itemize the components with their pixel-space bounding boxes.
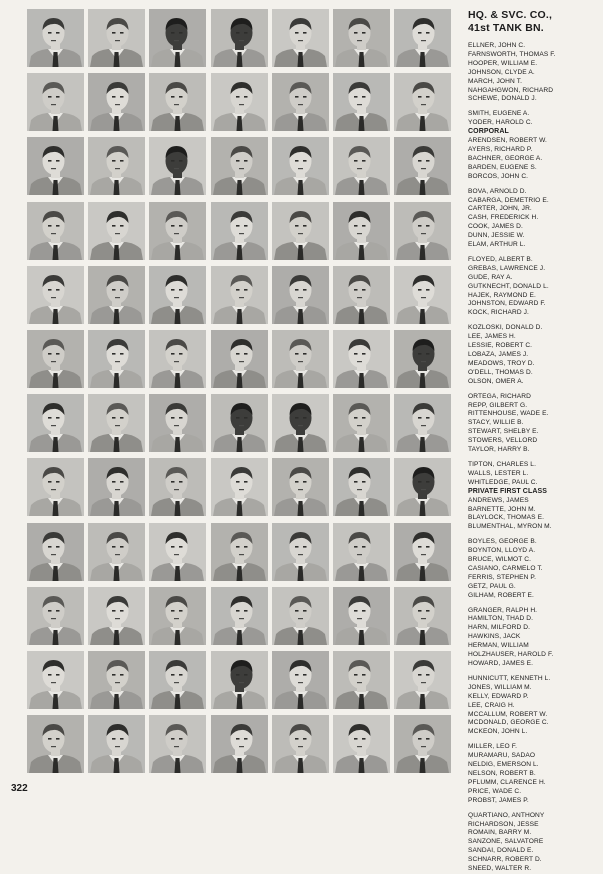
roster-name: MARCH, JOHN T. bbox=[468, 77, 523, 85]
roster-name: LEE, CRAIG H. bbox=[468, 701, 515, 709]
portrait-photo bbox=[333, 651, 390, 709]
portrait-photo bbox=[211, 73, 268, 131]
roster-name: AYERS, RICHARD P. bbox=[468, 145, 533, 153]
portrait-photo bbox=[211, 137, 268, 195]
roster-name: RICHARDSON, JESSE bbox=[468, 820, 539, 828]
portrait-photo bbox=[394, 73, 451, 131]
roster-name: BRUCE, WILMOT C. bbox=[468, 556, 532, 564]
roster-group bbox=[468, 42, 600, 104]
roster-name: BACHNER, GEORGE A. bbox=[468, 154, 543, 162]
roster-name: BARNETTE, JOHN M. bbox=[468, 505, 536, 513]
portrait-photo bbox=[394, 330, 451, 388]
roster-name: HERMAN, WILLIAM bbox=[468, 642, 529, 650]
portrait-photo bbox=[88, 266, 145, 324]
portrait-photo bbox=[333, 73, 390, 131]
roster-name: STEWART, SHELBY E. bbox=[468, 428, 539, 436]
roster-name: GREBAS, LAWRENCE J. bbox=[468, 264, 546, 272]
roster-name: GILHAM, ROBERT E. bbox=[468, 591, 534, 599]
portrait-photo bbox=[88, 73, 145, 131]
portrait-photo bbox=[27, 587, 84, 645]
roster-name: CASH, FREDERICK H. bbox=[468, 214, 539, 222]
roster-name: MCCALLUM, ROBERT W. bbox=[468, 710, 548, 718]
portrait-photo bbox=[27, 394, 84, 452]
roster-name: SMITH, EUGENE A. bbox=[468, 110, 530, 118]
roster-name: LESSIE, ROBERT C. bbox=[468, 342, 533, 350]
roster-name: KOCK, RICHARD J. bbox=[468, 309, 529, 317]
roster-name: RITTENHOUSE, WADE E. bbox=[468, 410, 549, 418]
roster-name: MURAMARU, SADAO bbox=[468, 752, 536, 760]
roster-name: SCHNARR, ROBERT D. bbox=[468, 856, 542, 864]
roster-group bbox=[468, 393, 600, 455]
portrait-photo bbox=[88, 523, 145, 581]
page-number: 322 bbox=[11, 783, 28, 794]
portrait-photo bbox=[88, 587, 145, 645]
portrait-photo bbox=[88, 715, 145, 773]
portrait-photo bbox=[272, 523, 329, 581]
roster-group bbox=[468, 538, 600, 600]
portrait-photo bbox=[394, 715, 451, 773]
roster-name: FLOYED, ALBERT B. bbox=[468, 255, 533, 263]
portrait-photo bbox=[27, 73, 84, 131]
portrait-photo bbox=[149, 458, 206, 516]
roster-name: HARN, MILFORD D. bbox=[468, 624, 531, 632]
roster-name: FARNSWORTH, THOMAS F. bbox=[468, 50, 556, 58]
roster-name: CABARGA, DEMETRIO E. bbox=[468, 196, 549, 204]
roster-group bbox=[468, 256, 600, 318]
roster-name: LOBAZA, JAMES J. bbox=[468, 351, 529, 358]
roster-name: SCHEWE, DONALD J. bbox=[468, 95, 537, 103]
portrait-photo bbox=[149, 137, 206, 195]
rank-heading: PRIVATE FIRST CLASS bbox=[468, 487, 548, 495]
roster-name: BOYLES, GEORGE B. bbox=[468, 538, 537, 546]
portrait-photo bbox=[211, 202, 268, 260]
roster-name: BOYNTON, LLOYD A. bbox=[468, 547, 536, 555]
portrait-photo bbox=[333, 587, 390, 645]
name-roster bbox=[468, 9, 600, 873]
roster-name: TAYLOR, HARRY B. bbox=[468, 446, 530, 454]
portrait-photo bbox=[149, 330, 206, 388]
portrait-photo bbox=[272, 715, 329, 773]
portrait-photo bbox=[394, 651, 451, 709]
roster-name: NELSON, ROBERT B. bbox=[468, 769, 536, 777]
roster-name: SANDAI, DONALD E. bbox=[468, 847, 534, 855]
portrait-photo bbox=[88, 651, 145, 709]
roster-name: HUNNICUTT, KENNETH L. bbox=[468, 674, 551, 682]
portrait-photo bbox=[88, 330, 145, 388]
roster-name: MCKEON, JOHN L. bbox=[468, 728, 528, 736]
portrait-photo bbox=[394, 202, 451, 260]
portrait-photo bbox=[27, 137, 84, 195]
roster-heading-battalion: 41st TANK BN. bbox=[468, 22, 544, 34]
portrait-photo bbox=[333, 330, 390, 388]
roster-name: DUNN, JESSIE W. bbox=[468, 232, 525, 240]
portrait-photo bbox=[149, 523, 206, 581]
roster-group bbox=[468, 188, 600, 250]
roster-name: ANDREWS, JAMES bbox=[468, 496, 529, 504]
portrait-photo bbox=[333, 715, 390, 773]
roster-name: TIPTON, CHARLES L. bbox=[468, 460, 536, 468]
roster-name: HOOPER, WILLIAM E. bbox=[468, 59, 538, 67]
portrait-photo bbox=[211, 715, 268, 773]
roster-group bbox=[468, 324, 600, 386]
portrait-photo bbox=[149, 202, 206, 260]
portrait-photo bbox=[27, 715, 84, 773]
roster-name: MCDONALD, GEORGE C. bbox=[468, 719, 549, 727]
portrait-photo bbox=[27, 458, 84, 516]
portrait-photo bbox=[394, 523, 451, 581]
roster-name: GUDE, RAY A. bbox=[468, 273, 513, 281]
portrait-photo bbox=[333, 266, 390, 324]
roster-group bbox=[468, 812, 600, 874]
portrait-photo bbox=[149, 394, 206, 452]
roster-group bbox=[468, 675, 600, 737]
roster-name: QUARTIANO, ANTHONY bbox=[468, 811, 545, 819]
roster-heading-unit: HQ. & SVC. CO., bbox=[468, 9, 553, 21]
roster-name: HOLZHAUSER, HAROLD F. bbox=[468, 651, 554, 659]
portrait-photo bbox=[149, 715, 206, 773]
roster-name: BARDEN, EUGENE S. bbox=[468, 163, 537, 171]
roster-name: WHITLEDGE, PAUL C. bbox=[468, 478, 538, 486]
roster-name: REPP, GILBERT G. bbox=[468, 401, 528, 409]
roster-name: HAMILTON, THAD D. bbox=[468, 615, 534, 623]
portrait-photo bbox=[211, 330, 268, 388]
portrait-photo bbox=[333, 458, 390, 516]
roster-name: ORTEGA, RICHARD bbox=[468, 392, 531, 400]
roster-name: LEE, JAMES H. bbox=[468, 333, 516, 341]
roster-name: HAWKINS, JACK bbox=[468, 633, 521, 641]
roster-name: JOHNSON, CLYDE A. bbox=[468, 68, 535, 76]
portrait-photo bbox=[272, 266, 329, 324]
rank-heading: CORPORAL bbox=[468, 128, 509, 136]
roster-name: COOK, JAMES D. bbox=[468, 223, 523, 231]
roster-name: OLSON, OMER A. bbox=[468, 377, 524, 385]
roster-name: HAJEK, RAYMOND E. bbox=[468, 291, 536, 299]
roster-name: YODER, HAROLD C. bbox=[468, 119, 533, 127]
portrait-photo bbox=[211, 9, 268, 67]
roster-name: ARENDSEN, ROBERT W. bbox=[468, 137, 547, 145]
portrait-photo bbox=[27, 523, 84, 581]
roster-name: BLUMENTHAL, MYRON M. bbox=[468, 523, 552, 531]
roster-group bbox=[468, 607, 600, 669]
roster-name: ELAM, ARTHUR L. bbox=[468, 241, 526, 249]
portrait-photo bbox=[88, 202, 145, 260]
portrait-photo bbox=[272, 651, 329, 709]
portrait-photo bbox=[27, 266, 84, 324]
roster-name: O'DELL, THOMAS D. bbox=[468, 368, 533, 376]
roster-name: CARTER, JOHN, JR. bbox=[468, 205, 532, 213]
portrait-photo bbox=[27, 9, 84, 67]
portrait-photo bbox=[88, 137, 145, 195]
portrait-photo bbox=[211, 587, 268, 645]
roster-name: PRICE, WADE C. bbox=[468, 787, 522, 795]
portrait-photo bbox=[27, 651, 84, 709]
roster-name: WALLS, LESTER L. bbox=[468, 469, 529, 477]
roster-group bbox=[468, 743, 600, 805]
roster-name: STACY, WILLIE B. bbox=[468, 419, 524, 427]
portrait-photo bbox=[272, 73, 329, 131]
roster-group bbox=[468, 461, 600, 532]
portrait-photo bbox=[394, 266, 451, 324]
portrait-photo bbox=[394, 458, 451, 516]
portrait-photo bbox=[272, 9, 329, 67]
portrait-photo bbox=[211, 266, 268, 324]
roster-name: NAHGAHGWON, RICHARD bbox=[468, 86, 554, 94]
roster-group bbox=[468, 110, 600, 181]
roster-name: HOWARD, JAMES E. bbox=[468, 660, 534, 667]
roster-name: JOHNSTON, EDWARD F. bbox=[468, 300, 546, 308]
portrait-photo bbox=[27, 330, 84, 388]
roster-name: NELDIG, EMERSON L. bbox=[468, 761, 539, 769]
portrait-photo bbox=[149, 9, 206, 67]
portrait-photo bbox=[211, 651, 268, 709]
portrait-photo bbox=[149, 587, 206, 645]
roster-name: CASIANO, CARMELO T. bbox=[468, 564, 543, 572]
portrait-photo bbox=[333, 523, 390, 581]
roster-name: GUTKNECHT, DONALD L. bbox=[468, 282, 549, 290]
portrait-photo-grid bbox=[27, 9, 451, 784]
roster-name: ROMAIN, BARRY M. bbox=[468, 829, 532, 837]
portrait-photo bbox=[333, 9, 390, 67]
roster-name: STOWERS, VELLORD bbox=[468, 437, 538, 445]
roster-name: KOZLOSKI, DONALD D. bbox=[468, 324, 543, 332]
portrait-photo bbox=[88, 394, 145, 452]
roster-name: SNEED, WALTER R. bbox=[468, 865, 532, 873]
portrait-photo bbox=[394, 137, 451, 195]
roster-name: JONES, WILLIAM M. bbox=[468, 683, 532, 691]
roster-name: PFLUMM, CLARENCE H. bbox=[468, 778, 546, 786]
portrait-photo bbox=[88, 458, 145, 516]
roster-name: GETZ, PAUL G. bbox=[468, 582, 516, 590]
portrait-photo bbox=[149, 651, 206, 709]
roster-name: ELLNER, JOHN C. bbox=[468, 42, 526, 49]
roster-name: PROBST, JAMES P. bbox=[468, 796, 529, 804]
portrait-photo bbox=[394, 587, 451, 645]
portrait-photo bbox=[394, 394, 451, 452]
roster-name: KELLY, EDWARD P. bbox=[468, 692, 529, 700]
roster-name: MEADOWS, TROY D. bbox=[468, 359, 535, 367]
roster-name: MILLER, LEO F. bbox=[468, 743, 518, 751]
portrait-photo bbox=[333, 137, 390, 195]
roster-name: BOVA, ARNOLD D. bbox=[468, 187, 527, 195]
portrait-photo bbox=[272, 587, 329, 645]
portrait-photo bbox=[272, 330, 329, 388]
portrait-photo bbox=[333, 202, 390, 260]
portrait-photo bbox=[272, 394, 329, 452]
roster-name: GRANGER, RALPH H. bbox=[468, 606, 538, 614]
portrait-photo bbox=[149, 73, 206, 131]
portrait-photo bbox=[88, 9, 145, 67]
portrait-photo bbox=[27, 202, 84, 260]
portrait-photo bbox=[333, 394, 390, 452]
roster-name: BORCOS, JOHN C. bbox=[468, 172, 529, 180]
portrait-photo bbox=[211, 523, 268, 581]
roster-groups bbox=[468, 42, 600, 874]
portrait-photo bbox=[272, 202, 329, 260]
portrait-photo bbox=[394, 9, 451, 67]
roster-name: BLAYLOCK, THOMAS E. bbox=[468, 514, 545, 522]
portrait-photo bbox=[149, 266, 206, 324]
portrait-photo bbox=[211, 458, 268, 516]
portrait-photo bbox=[272, 137, 329, 195]
roster-name: SANZONE, SALVATORE bbox=[468, 838, 544, 846]
roster-name: FERRIS, STEPHEN P. bbox=[468, 573, 536, 581]
portrait-photo bbox=[211, 394, 268, 452]
portrait-photo bbox=[272, 458, 329, 516]
